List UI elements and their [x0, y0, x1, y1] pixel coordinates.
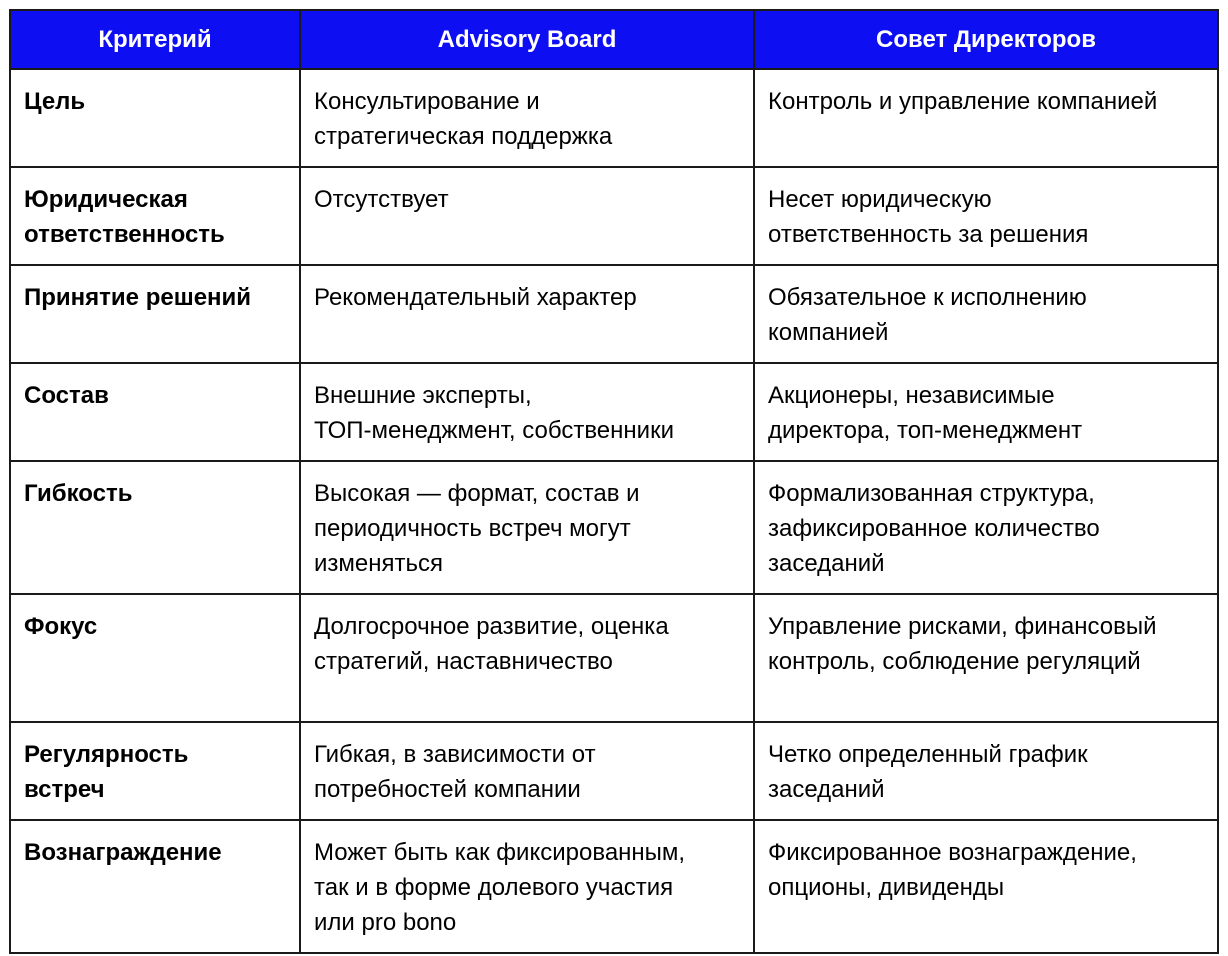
criterion-label: Цель: [24, 88, 86, 115]
criterion-cell: [10, 363, 300, 461]
table-row: [10, 594, 1218, 722]
advisory-text: Гибкая, в зависимости от потребностей компании: [314, 741, 596, 803]
board-text: Четко определенный график заседаний: [768, 741, 1088, 803]
advisory-text: Консультирование и стратегическая поддержка: [314, 88, 613, 150]
criterion-label: Принятие решений: [24, 284, 252, 311]
board-text: Управление рисками, финансовый контроль, соблюдение регуляций: [768, 613, 1157, 675]
board-text: Обязательное к исполнению компанией: [768, 284, 1087, 346]
board-text: Фиксированное вознаграждение, опционы, дивиденды: [768, 839, 1137, 901]
advisory-text: Отсутствует: [314, 186, 449, 213]
board-cell: [754, 363, 1218, 461]
board-cell: [754, 722, 1218, 820]
board-text: Акционеры, независимые директора, топ-менеджмент: [768, 382, 1083, 444]
advisory-cell: [300, 363, 754, 461]
header-row: [10, 10, 1218, 69]
criterion-cell: [10, 722, 300, 820]
board-cell: [754, 69, 1218, 167]
board-cell: [754, 167, 1218, 265]
advisory-text: Долгосрочное развитие, оценка стратегий, наставничество: [314, 613, 669, 675]
criterion-label: Состав: [24, 382, 109, 409]
advisory-cell: [300, 722, 754, 820]
table-row: [10, 820, 1218, 953]
board-text: Несет юридическую ответственность за решения: [768, 186, 1089, 248]
table-row: [10, 363, 1218, 461]
advisory-cell: [300, 594, 754, 722]
criterion-cell: [10, 594, 300, 722]
board-text: Формализованная структура, зафиксированное количество заседаний: [768, 480, 1100, 577]
advisory-cell: [300, 167, 754, 265]
advisory-text: Может быть как фиксированным, так и в форме долевого участия или pro bono: [314, 839, 686, 936]
advisory-cell: [300, 265, 754, 363]
board-text: Контроль и управление компанией: [768, 88, 1158, 115]
criterion-cell: [10, 461, 300, 594]
advisory-text: Высокая — формат, состав и периодичность встреч могут изменяться: [314, 480, 640, 577]
criterion-label: Гибкость: [24, 480, 133, 507]
table-row: [10, 461, 1218, 594]
criterion-label: Юридическая ответственность: [24, 186, 225, 248]
header-advisory-board: Advisory Board: [300, 10, 754, 69]
table-row: [10, 167, 1218, 265]
comparison-table: [9, 9, 1219, 954]
advisory-cell: [300, 820, 754, 953]
table-row: [10, 265, 1218, 363]
header-board-of-directors: Совет Директоров: [754, 10, 1218, 69]
table-row: [10, 69, 1218, 167]
header-criterion: Критерий: [10, 10, 300, 69]
criterion-cell: [10, 69, 300, 167]
advisory-text: Внешние эксперты, ТОП-менеджмент, собственники: [314, 382, 674, 444]
board-cell: [754, 820, 1218, 953]
board-cell: [754, 594, 1218, 722]
board-cell: [754, 461, 1218, 594]
criterion-label: Вознаграждение: [24, 839, 222, 866]
board-cell: [754, 265, 1218, 363]
criterion-cell: [10, 820, 300, 953]
advisory-cell: [300, 461, 754, 594]
criterion-label: Фокус: [24, 613, 98, 640]
advisory-cell: [300, 69, 754, 167]
table-row: [10, 722, 1218, 820]
advisory-text: Рекомендательный характер: [314, 284, 637, 311]
criterion-label: Регулярность встреч: [24, 741, 189, 803]
criterion-cell: [10, 265, 300, 363]
criterion-cell: [10, 167, 300, 265]
